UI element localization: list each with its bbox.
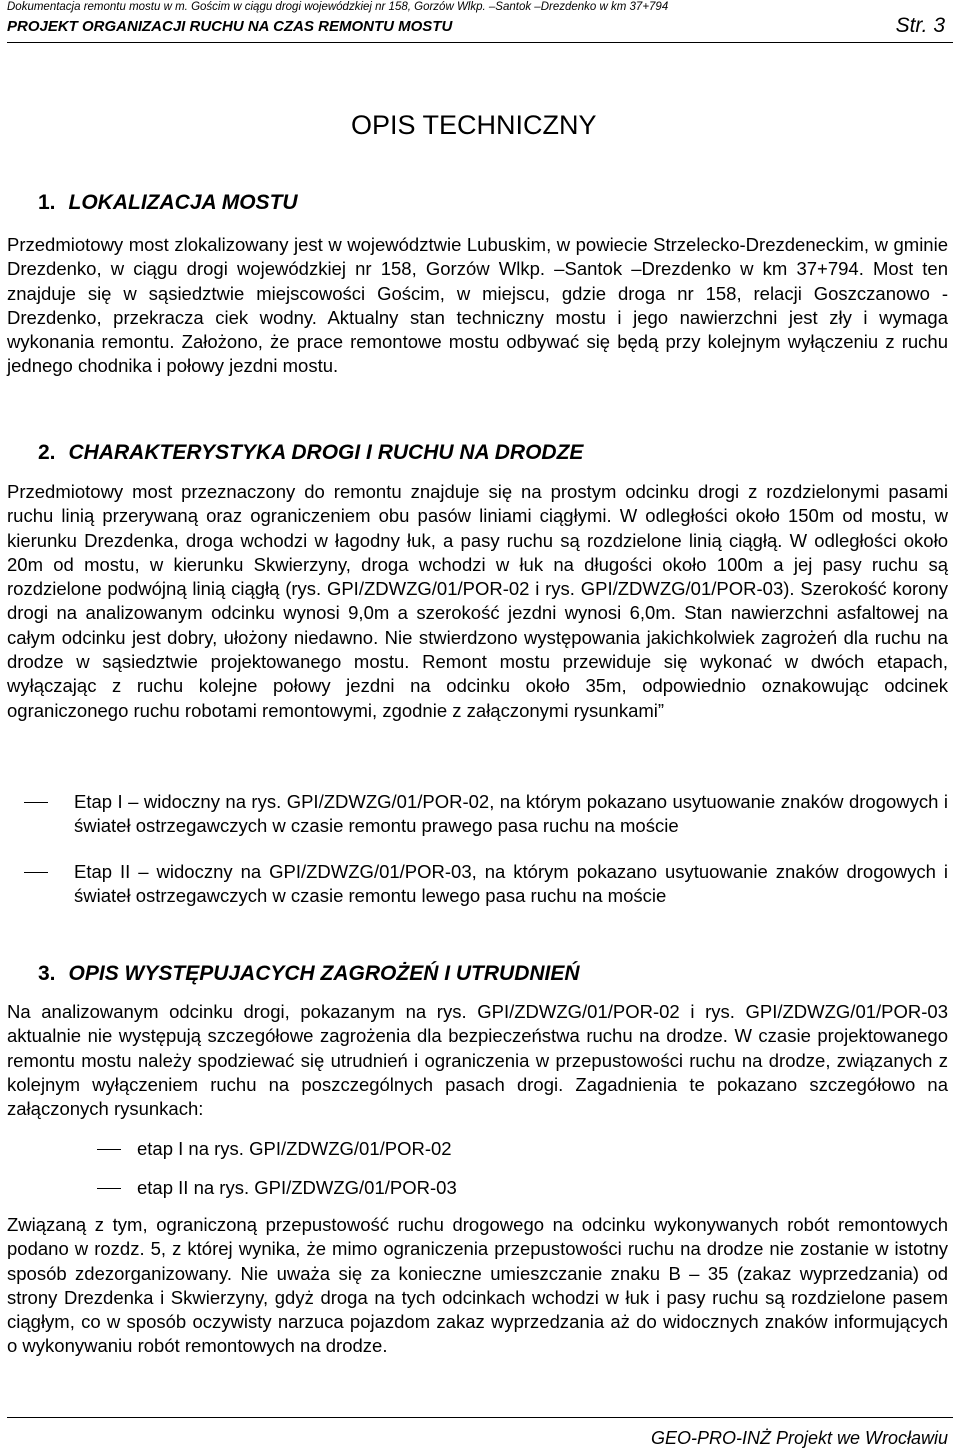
header-title: PROJEKT ORGANIZACJI RUCHU NA CZAS REMONTU MOSTU: [7, 18, 453, 35]
section-title: CHARAKTERYSTYKA DROGI I RUCHU NA DRODZE: [68, 441, 584, 464]
list-item: [137, 1137, 948, 1161]
dash-bullet: [24, 872, 48, 873]
list-item: [74, 790, 948, 839]
list-item-text: etap II na rys. GPI/ZDWZG/01/POR-03: [137, 1177, 457, 1199]
header-rule: [7, 42, 953, 43]
stage-list: [74, 790, 948, 908]
list-item-text: etap I na rys. GPI/ZDWZG/01/POR-02: [137, 1138, 452, 1159]
section-number: 2.: [38, 441, 56, 464]
section-heading-2: [38, 441, 583, 465]
header-main: [7, 14, 953, 40]
drawings-list: [137, 1137, 948, 1201]
list-item-text: Etap II – widoczny na GPI/ZDWZG/01/POR-03, na którym pokazano usytuowanie znaków drogowych i świateł ostrzegawczych w czasie remontu lewego pasa ruchu na moście: [74, 860, 948, 906]
list-item: [74, 860, 948, 909]
section-number: 3.: [38, 962, 56, 985]
section-title: LOKALIZACJA MOSTU: [68, 191, 298, 214]
page-header: [7, 0, 953, 40]
dash-bullet: [24, 802, 48, 803]
section-2-paragraph: Przedmiotowy most przeznaczony do remontu znajduje się na prostym odcinku drogi z rozdzielonymi pasami ruchu linią przerywaną oraz ograniczeniem obu pasów liniami ciągłymi. W odległości około 150m od mostu, w kierunku Drezdenka, droga wchodzi w łagodny łuk, a pasy ruchu są rozdzielone linią ciągłą. W odległości około 20m od mostu, w kierunku Skwierzyny, droga wchodzi w łuk na długości około 100m a jej pasy ruchu są rozdzielone podwójną linią ciągłą (rys. GPI/ZDWZG/01/POR-02 i rys. GPI/ZDWZG/01/POR-03). Szerokość korony drogi na analizowanym odcinku wynosi 9,0m a szerokość jezdni wynosi 6,0m. Stan nawierzchni asfaltowej na całym odcinku jest dobry, ułożony niedawno. Nie stwierdzono występowania jakichkolwiek zagrożeń dla ruchu na drodze w sąsiedztwie projektowanego mostu. Remont mostu przewiduje się wykonać w dwóch etapach, wyłączając z ruchu kolejne połowy jezdni na odcinku około 35m, odpowiednio oznakowując odcinek ograniczonego ruchu robotami remontowymi, zgodnie z załączonymi rysunkami”: [7, 481, 948, 721]
section-heading-3: [38, 962, 580, 986]
footer-text: GEO-PRO-INŻ Projekt we Wrocławiu: [650, 1428, 948, 1448]
section-title: OPIS WYSTĘPUJACYCH ZAGROŻEŃ I UTRUDNIEŃ: [68, 962, 580, 985]
section-1-paragraph: Przedmiotowy most zlokalizowany jest w województwie Lubuskim, w powiecie Strzelecko-Drezdeneckim, w gminie Drezdenko, w ciągu drogi wojewódzkiej nr 158, Gorzów Wlkp. –Santok –Drezdenko w km 37+794. Most ten znajduje się w sąsiedztwie miejscowości Gościm, w miejscu, gdzie droga nr 158, relacji Goszczanowo - Drezdenko, przekracza ciek wodny. Aktualny stan techniczny mostu i jego nawierzchni jest zły i wymaga wykonania remontu. Założono, że prace remontowe mostu odbywać się będą przy kolejnym wyłączeniu z ruchu jednego chodnika i połowy jezdni mostu.: [7, 234, 948, 377]
document-title: OPIS TECHNICZNY: [351, 110, 597, 140]
list-item: [137, 1176, 948, 1200]
footer-rule: [7, 1417, 953, 1418]
dash-bullet: [97, 1149, 121, 1150]
dash-bullet: [97, 1188, 121, 1189]
list-item-text: Etap I – widoczny na rys. GPI/ZDWZG/01/POR-02, na którym pokazano usytuowanie znaków drogowych i świateł ostrzegawczych w czasie remontu prawego pasa ruchu na moście: [74, 791, 948, 837]
header-subtitle: Dokumentacja remontu mostu w m. Gościm w ciągu drogi wojewódzkiej nr 158, Gorzów Wlkp. –Santok –Drezdenko w km 37+794: [7, 1, 669, 13]
section-heading-1: [38, 191, 298, 215]
section-3-paragraph-2: Związaną z tym, ograniczoną przepustowość ruchu drogowego na odcinku wykonywanych robót remontowych podano w rozdz. 5, z której wynika, że mimo ograniczenia przepustowości ruchu na drodze nie zostanie w istotny sposób zdezorganizowany. Nie uważa się za konieczne umieszczanie znaku B – 35 (zakaz wyprzedzania) od strony Drezdenka i Skwierzyny, gdyż droga na tych odcinkach wchodzi w łuk i pasy ruchu są rozdzielone pasem ciągłym, co w sposób oczywisty narzuca pojazdom zakaz wyprzedzania aż do widocznych znaków informujących o wykonywaniu robót remontowych na drodze.: [7, 1214, 948, 1357]
section-number: 1.: [38, 191, 56, 214]
page-number: Str. 3: [895, 14, 945, 37]
section-3-paragraph-1: Na analizowanym odcinku drogi, pokazanym na rys. GPI/ZDWZG/01/POR-02 i rys. GPI/ZDWZG/01/POR-03 aktualnie nie występują szczegółowe zagrożenia dla bezpieczeństwa ruchu na drodze. W czasie projektowanego remontu mostu należy spodziewać się utrudnień i ograniczenia w przepustowości ruchu na drodze, związanych z kolejnym wyłączeniem ruchu na poszczególnych pasach drogi. Zagadnienia te pokazano szczegółowo na załączonych rysunkach:: [7, 1001, 948, 1120]
